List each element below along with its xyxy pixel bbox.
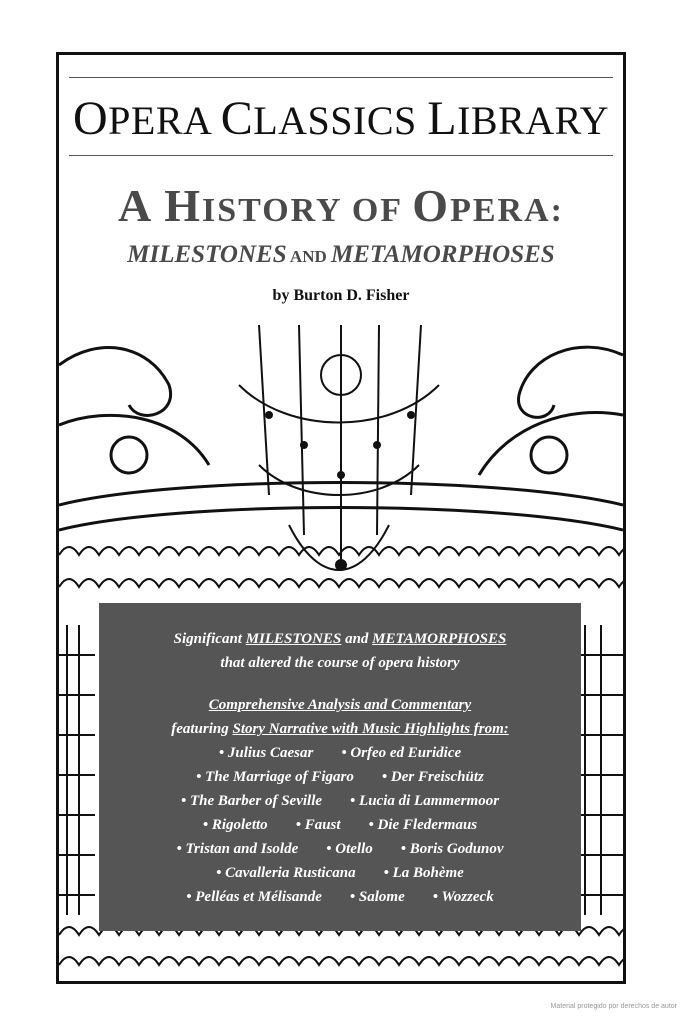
subtitle-word-2: METAMORPHOSES: [331, 241, 555, 268]
opera-row: [99, 765, 581, 789]
book-title: [59, 179, 623, 232]
top-rule: [69, 77, 613, 78]
title-cap-1: A: [118, 180, 165, 231]
opera-title: • Faust: [295, 817, 341, 833]
opera-title: • The Barber of Seville: [180, 793, 323, 809]
series-name: [59, 91, 623, 146]
author-line: by Burton D. Fisher: [272, 287, 410, 304]
panel-line-4: [99, 717, 581, 741]
opera-title: • The Marriage of Figaro: [196, 769, 354, 785]
milestones-text: MILESTONES: [245, 631, 342, 647]
metamorphoses-text: METAMORPHOSES: [372, 631, 507, 647]
series-text-2: LASSICS: [253, 98, 428, 143]
panel-line-2: that altered the course of opera history: [220, 655, 460, 671]
opera-title: • La Bohème: [383, 865, 464, 881]
panel-line-4-prefix: featuring: [171, 721, 233, 737]
title-text-3: PERA:: [450, 192, 564, 229]
opera-title: • Pelléas et Mélisande: [186, 889, 322, 905]
title-cap-3: O: [412, 180, 451, 231]
opera-title: • Wozzeck: [432, 889, 494, 905]
opera-title: • Cavalleria Rusticana: [216, 865, 356, 881]
panel-line-1-and: and: [341, 631, 373, 647]
title-text-2: ISTORY OF: [202, 192, 413, 229]
opera-row: [99, 789, 581, 813]
opera-title: • Julius Caesar: [218, 745, 314, 761]
subtitle-word-1: MILESTONES: [127, 241, 287, 268]
opera-row: [99, 861, 581, 885]
panel-spacer: [99, 675, 581, 693]
opera-title: • Die Fledermaus: [368, 817, 478, 833]
book-subtitle: [59, 241, 623, 269]
opera-row: [99, 741, 581, 765]
panel-line-1-prefix: Significant: [173, 631, 246, 647]
opera-title: • Rigoletto: [202, 817, 268, 833]
series-rule: [69, 155, 613, 156]
opera-title: • Lucia di Lammermoor: [350, 793, 500, 809]
opera-row: [99, 885, 581, 909]
title-cap-2: H: [164, 180, 203, 231]
subtitle-and: AND: [286, 247, 332, 266]
opera-title: • Salome: [349, 889, 405, 905]
copyright-watermark: Material protegido por derechos de autor: [550, 1003, 677, 1010]
series-text-1: PERA: [108, 98, 221, 143]
opera-row: [99, 837, 581, 861]
opera-title: • Der Freischütz: [381, 769, 484, 785]
opera-title: • Orfeo ed Euridice: [341, 745, 462, 761]
series-cap-1: O: [72, 92, 109, 145]
panel-line-4-underlined: Story Narrative with Music Highlights from:: [232, 721, 509, 737]
series-cap-3: L: [427, 92, 458, 145]
opera-title: • Tristan and Isolde: [176, 841, 299, 857]
opera-title: • Boris Godunov: [400, 841, 504, 857]
description-panel: [99, 603, 581, 931]
opera-row: [99, 813, 581, 837]
panel-line-1: [99, 627, 581, 651]
series-cap-2: C: [220, 92, 254, 145]
panel-line-3: Comprehensive Analysis and Commentary: [208, 697, 472, 713]
series-text-3: IBRARY: [457, 98, 610, 143]
opera-title: • Otello: [326, 841, 373, 857]
book-cover: [56, 52, 626, 984]
opera-list: [99, 741, 581, 909]
